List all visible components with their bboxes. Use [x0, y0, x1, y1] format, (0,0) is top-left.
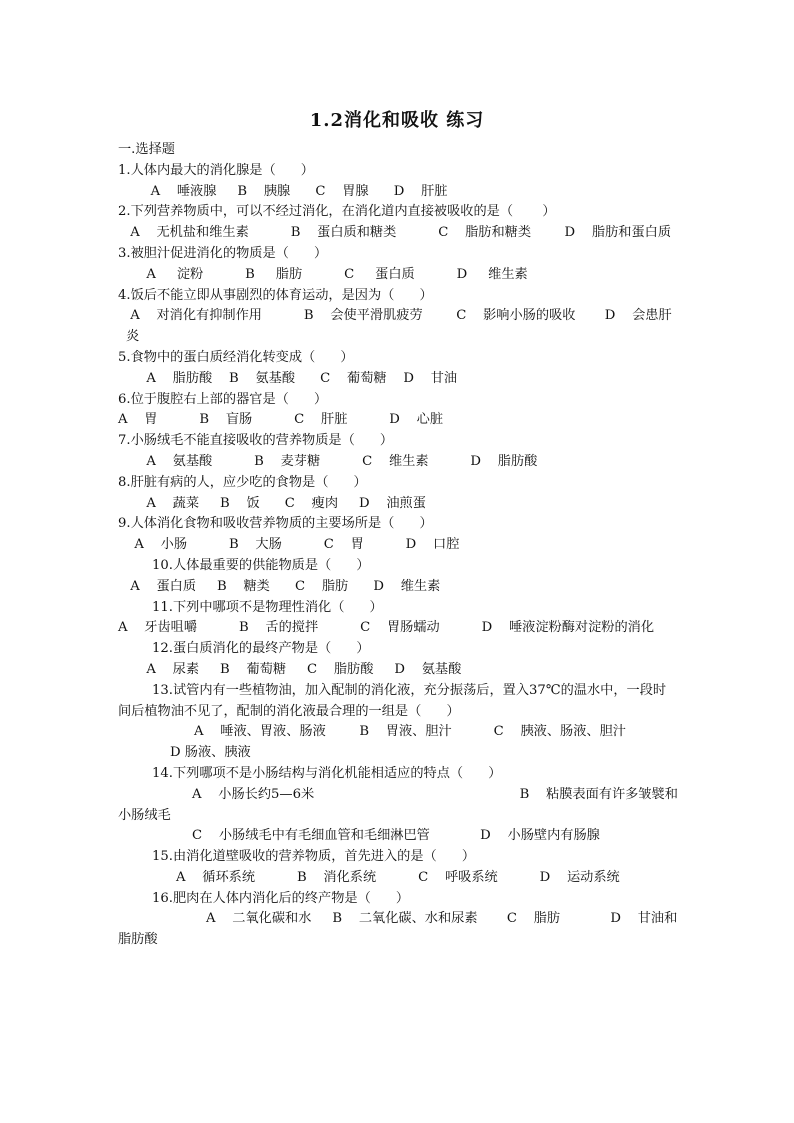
- question-1-stem: 1.人体内最大的消化腺是（ ）: [118, 162, 314, 178]
- question-list: [118, 140, 678, 951]
- question-12-stem: 12.蛋白质消化的最终产物是（ ）: [152, 641, 370, 657]
- question-8-stem: 8.肝脏有病的人，应少吃的食物是（ ）: [118, 474, 367, 490]
- question-2-options: A 无机盐和维生素 B 蛋白质和糖类 C 脂肪和糖类 D 脂肪和蛋白质: [126, 225, 672, 241]
- question-13-options-a: A 唾液、胃液、肠液 B 胃液、胆汁 C 胰液、肠液、胆汁: [194, 724, 626, 740]
- question-14-options-a: A 小肠长约5—6米 B 粘膜表面有许多皱襞和小肠绒毛: [118, 786, 678, 823]
- question-13-options-b: D 肠液、胰液: [170, 745, 251, 761]
- question-2-stem: 2.下列营养物质中，可以不经过消化，在消化道内直接被吸收的是（ ）: [118, 204, 556, 220]
- question-14-stem: 14.下列哪项不是小肠结构与消化机能相适应的特点（ ）: [152, 765, 502, 781]
- question-9-stem: 9.人体消化食物和吸收营养物质的主要场所是（ ）: [118, 516, 433, 532]
- question-8-options: A 蔬菜 B 饭 C 瘦肉 D 油煎蛋: [138, 495, 426, 511]
- question-3-options: A 淀粉 B 脂肪 C 蛋白质 D 维生素: [138, 266, 528, 282]
- question-15-options: A 循环系统 B 消化系统 C 呼吸系统 D 运动系统: [176, 869, 620, 885]
- question-12-options: A 尿素 B 葡萄糖 C 脂肪酸 D 氨基酸: [138, 661, 462, 677]
- question-1-options: A 唾液腺 B 胰腺 C 胃腺 D 肝脏: [138, 183, 448, 199]
- question-6-options: A 胃 B 盲肠 C 肝脏 D 心脏: [118, 412, 444, 428]
- question-9-options: A 小肠 B 大肠 C 胃 D 口腔: [126, 537, 460, 553]
- question-11-options: A 牙齿咀嚼 B 舌的搅拌 C 胃肠蠕动 D 唾液淀粉酶对淀粉的消化: [118, 620, 655, 636]
- question-10-options: A 蛋白质 B 糖类 C 脂肪 D 维生素: [126, 578, 441, 594]
- question-6-stem: 6.位于腹腔右上部的器官是（ ）: [118, 391, 328, 407]
- question-7-stem: 7.小肠绒毛不能直接吸收的营养物质是（ ）: [118, 433, 394, 449]
- question-7-options: A 氨基酸 B 麦芽糖 C 维生素 D 脂肪酸: [138, 453, 538, 469]
- question-13-stem: 13.试管内有一些植物油，加入配制的消化液，充分振荡后，置入37℃的温水中，一段时间后植物油不见了，配制的消化液最合理的一组是（ ）: [118, 682, 667, 719]
- question-5-stem: 5.食物中的蛋白质经消化转变成（ ）: [118, 349, 354, 365]
- question-15-stem: 15.由消化道壁吸收的营养物质，首先进入的是（ ）: [152, 849, 476, 865]
- section-heading: 一.选择题: [118, 142, 175, 157]
- question-5-options: A 脂肪酸 B 氨基酸 C 葡萄糖 D 甘油: [138, 370, 458, 386]
- question-4-stem: 4.饭后不能立即从事剧烈的体育运动，是因为（ ）: [118, 287, 433, 303]
- question-16-options: A 二氧化碳和水 B 二氧化碳、水和尿素 C 脂肪 D 甘油和脂肪酸: [118, 911, 678, 948]
- page-title: 1.2消化和吸收 练习: [309, 110, 485, 131]
- question-3-stem: 3.被胆汁促进消化的物质是（ ）: [118, 245, 328, 261]
- question-14-options-b: C 小肠绒毛中有毛细血管和毛细淋巴管 D 小肠壁内有肠腺: [192, 828, 600, 844]
- question-11-stem: 11.下列中哪项不是物理性消化（ ）: [152, 599, 383, 615]
- question-16-stem: 16.肥肉在人体内消化后的终产物是（ ）: [152, 890, 410, 906]
- question-10-stem: 10.人体最重要的供能物质是（ ）: [152, 557, 370, 573]
- question-4-options: A 对消化有抑制作用 B 会使平滑肌疲劳 C 影响小肠的吸收 D 会患肝炎: [126, 308, 672, 345]
